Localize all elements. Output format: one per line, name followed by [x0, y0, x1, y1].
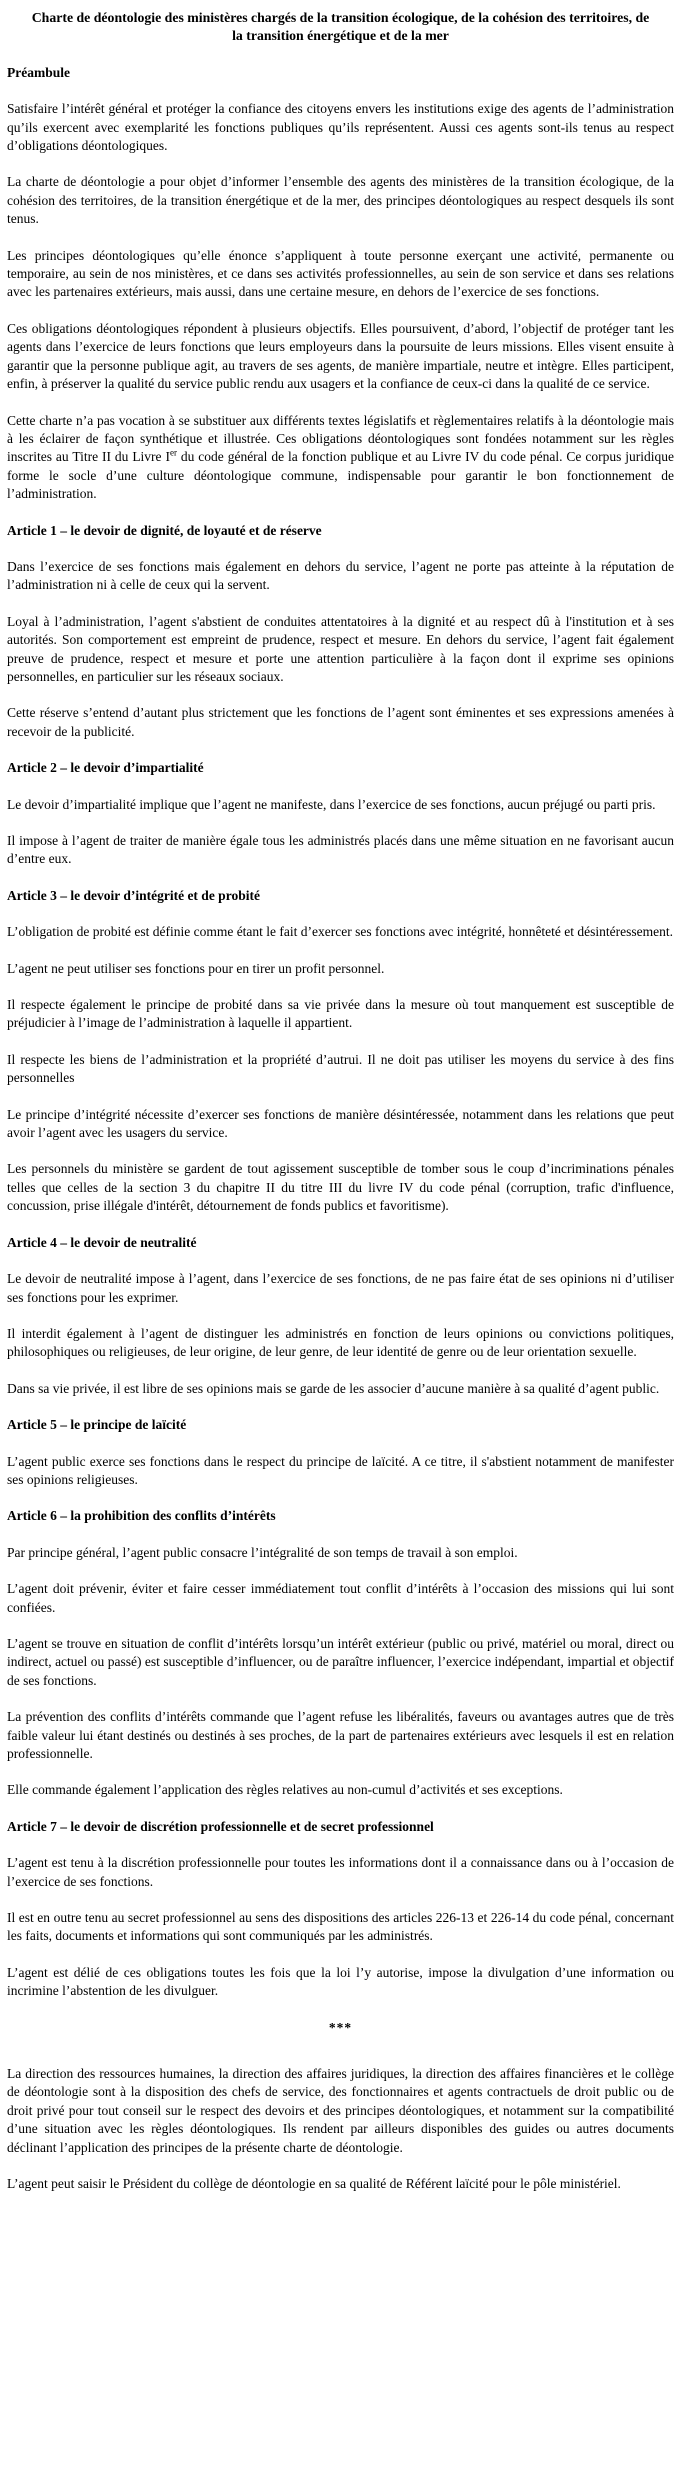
paragraph: L’agent se trouve en situation de conflit d’intérêts lorsqu’un intérêt extérieur (public ou privé, matériel ou moral, direct ou indirect, actuel ou passé) est susceptible d’influencer, ou de paraître influencer, l’exercice indépendant, impartial et objectif de ses fonctions.	[7, 1635, 674, 1688]
paragraph: Il interdit également à l’agent de distinguer les administrés en fonction de leurs opinions ou convictions politiques, philosophiques ou religieuses, de leur origine, de leur genre, de leur identité de genre ou de leur orientation sexuelle.	[7, 1325, 674, 1360]
paragraph: Il impose à l’agent de traiter de manière égale tous les administrés placés dans une même situation en ne favorisant aucun d’entre eux.	[7, 833, 674, 867]
paragraph: Satisfaire l’intérêt général et protéger la confiance des citoyens envers les institutions exige des agents de l’administration qu’ils exercent avec exemplarité les fonctions publiques qu’ils représentent. Aussi ces agents sont-ils tenus au respect d’obligations déontologiques.	[7, 101, 674, 154]
paragraph: L’agent peut saisir le Président du collège de déontologie en sa qualité de Référent laïcité pour le pôle ministériel.	[7, 2176, 621, 2192]
paragraph: L’agent est tenu à la discrétion professionnelle pour toutes les informations dont il a connaissance dans ou à l’occasion de l’exercice de ses fonctions.	[7, 1855, 674, 1889]
paragraph: Il est en outre tenu au secret professionnel au sens des dispositions des articles 226-13 et 226-14 du code pénal, concernant les faits, documents et informations qui sont communiqués par les administrés.	[7, 1910, 674, 1944]
section-heading-article-3: Article 3 – le devoir d’intégrité et de probité	[7, 887, 260, 903]
section-heading-article-5: Article 5 – le principe de laïcité	[7, 1417, 187, 1433]
paragraph: L’agent ne peut utiliser ses fonctions pour en tirer un profit personnel.	[7, 960, 385, 976]
paragraph: Loyal à l’administration, l’agent s'abstient de conduites attentatoires à la dignité et au respect dû à l'institution et à ses autorités. Son comportement est empreint de prudence, respect et mesure. En dehors du service, l’agent fait également preuve de prudence, respect et mesure et porte une attention particulière à la façon dont il exprime ses opinions personnelles, en particulier sur les réseaux sociaux.	[7, 613, 674, 684]
paragraph	[7, 412, 674, 504]
paragraph: Dans sa vie privée, il est libre de ses opinions mais se garde de les associer d’aucune manière à sa qualité d’agent public.	[7, 1380, 660, 1396]
paragraph: La prévention des conflits d’intérêts commande que l’agent refuse les libéralités, faveurs ou avantages autres que de très faible valeur lui étant destinés ou destinés à ses proches, de la part de partenaires extérieurs avec lesquels il est en relation professionnelle.	[7, 1709, 674, 1761]
paragraph: L’obligation de probité est définie comme étant le fait d’exercer ses fonctions avec intégrité, honnêteté et désintéressement.	[7, 924, 674, 940]
paragraph: Dans l’exercice de ses fonctions mais également en dehors du service, l’agent ne porte pas atteinte à la réputation de l’administration ni à celle de ceux qui la servent.	[7, 558, 674, 593]
paragraph: L’agent public exerce ses fonctions dans le respect du principe de laïcité. A ce titre, il s'abstient notamment de manifester ses opinions religieuses.	[7, 1453, 674, 1487]
paragraph: Ces obligations déontologiques répondent à plusieurs objectifs. Elles poursuivent, d’abord, l’objectif de protéger tant les agents dans l’exercice de leurs fonctions que leurs employeurs dans la poursuite de leurs missions. Elles visent ensuite à garantir que la personne publique agit, au travers de ses agents, de manière impartiale, neutre et intègre. Elles participent, enfin, à préserver la qualité du service public rendu aux usagers et la confiance de ceux-ci dans la qualité de ce service.	[7, 320, 674, 392]
paragraph: Le devoir de neutralité impose à l’agent, dans l’exercice de ses fonctions, de ne pas faire état de ses opinions ni d’utiliser ses fonctions pour les exprimer.	[7, 1271, 674, 1305]
paragraph: Il respecte également le principe de probité dans sa vie privée dans la mesure où tout manquement est susceptible de préjudicier à l’image de l’administration à laquelle il appartient.	[7, 997, 674, 1031]
paragraph: Le devoir d’impartialité implique que l’agent ne manifeste, dans l’exercice de ses fonctions, aucun préjugé ou parti pris.	[7, 796, 656, 812]
document-title: Charte de déontologie des ministères chargés de la transition écologique, de la cohésion des territoires, de la transition énergétique et de la mer	[31, 10, 650, 44]
section-heading-article-2: Article 2 – le devoir d’impartialité	[7, 760, 204, 776]
asterisks-separator: ***	[328, 2019, 353, 2035]
section-heading-article-6: Article 6 – la prohibition des conflits d’intérêts	[7, 1508, 276, 1524]
paragraph: Les principes déontologiques qu’elle énonce s’appliquent à toute personne exerçant une activité, permanente ou temporaire, au sein de nos ministères, et ce dans ses activités professionnelles, au sein de son service et dans ses relations avec les partenaires extérieurs, mais aussi, dans une certaine mesure, en dehors de l’exercice de ses fonctions.	[7, 247, 674, 300]
paragraph: L’agent doit prévenir, éviter et faire cesser immédiatement tout conflit d’intérêts à l’occasion des missions qui lui sont confiées.	[7, 1581, 674, 1615]
paragraph: Les personnels du ministère se gardent de tout agissement susceptible de tomber sous le coup d’incriminations pénales telles que celles de la section 3 du chapitre II du titre III du livre IV du code pénal (corruption, trafic d'influence, concussion, prise illégale d'intérêt, détournement de fonds publics et favoritisme).	[7, 1161, 674, 1214]
paragraph: La direction des ressources humaines, la direction des affaires juridiques, la direction des affaires financières et le collège de déontologie sont à la disposition des chefs de service, des fonctionnaires et agents contractuels de droit public ou de droit privé pour tout conseil sur le respect des devoirs et des principes déontologiques, et notamment sur la compatibilité d’une situation avec les règles déontologiques. Ils rendent par ailleurs disponibles des guides ou autres documents déclinant l’application des principes de la présente charte de déontologie.	[7, 2066, 674, 2155]
section-heading-article-1: Article 1 – le devoir de dignité, de loyauté et de réserve	[7, 522, 322, 538]
section-heading-article-7: Article 7 – le devoir de discrétion professionnelle et de secret professionnel	[7, 1818, 434, 1834]
paragraph: Le principe d’intégrité nécessite d’exercer ses fonctions de manière désintéressée, notamment dans les relations que peut avoir l’agent avec les usagers du service.	[7, 1106, 674, 1141]
superscript-er: er	[169, 447, 177, 458]
paragraph: L’agent est délié de ces obligations toutes les fois que la loi l’y autorise, impose la divulgation d’une information ou incrimine l’abstention de les divulguer.	[7, 1964, 674, 1999]
section-heading-article-4: Article 4 – le devoir de neutralité	[7, 1234, 197, 1250]
paragraph-text: du code général de la fonction publique et au Livre IV du code pénal. Ce corpus juridique forme le socle d’une culture déontologique commune, indispensable pour garantir le bon fonctionnement de l’administration.	[7, 449, 674, 502]
paragraph: Par principe général, l’agent public consacre l’intégralité de son temps de travail à son emploi.	[7, 1544, 518, 1560]
paragraph-text: Cette charte n’a pas vocation à se substituer aux différents textes législatifs et règlementaires relatifs à la déontologie mais à les éclairer de façon synthétique et illustrée. Ces obligations déontologiques sont fondées notamment sur les règles inscrites au Titre II du Livre I	[7, 412, 674, 465]
paragraph: La charte de déontologie a pour objet d’informer l’ensemble des agents des ministères de la transition écologique, de la cohésion des territoires, de la transition énergétique et de la mer, des principes déontologiques au respect desquels ils sont tenus.	[7, 174, 674, 227]
paragraph: Cette réserve s’entend d’autant plus strictement que les fonctions de l’agent sont éminentes et ses expressions amenées à recevoir de la publicité.	[7, 705, 674, 739]
paragraph: Elle commande également l’application des règles relatives au non-cumul d’activités et ses exceptions.	[7, 1782, 563, 1798]
section-heading-preambule: Préambule	[7, 64, 70, 80]
paragraph: Il respecte les biens de l’administration et la propriété d’autrui. Il ne doit pas utiliser les moyens du service à des fins personnelles	[7, 1051, 674, 1086]
